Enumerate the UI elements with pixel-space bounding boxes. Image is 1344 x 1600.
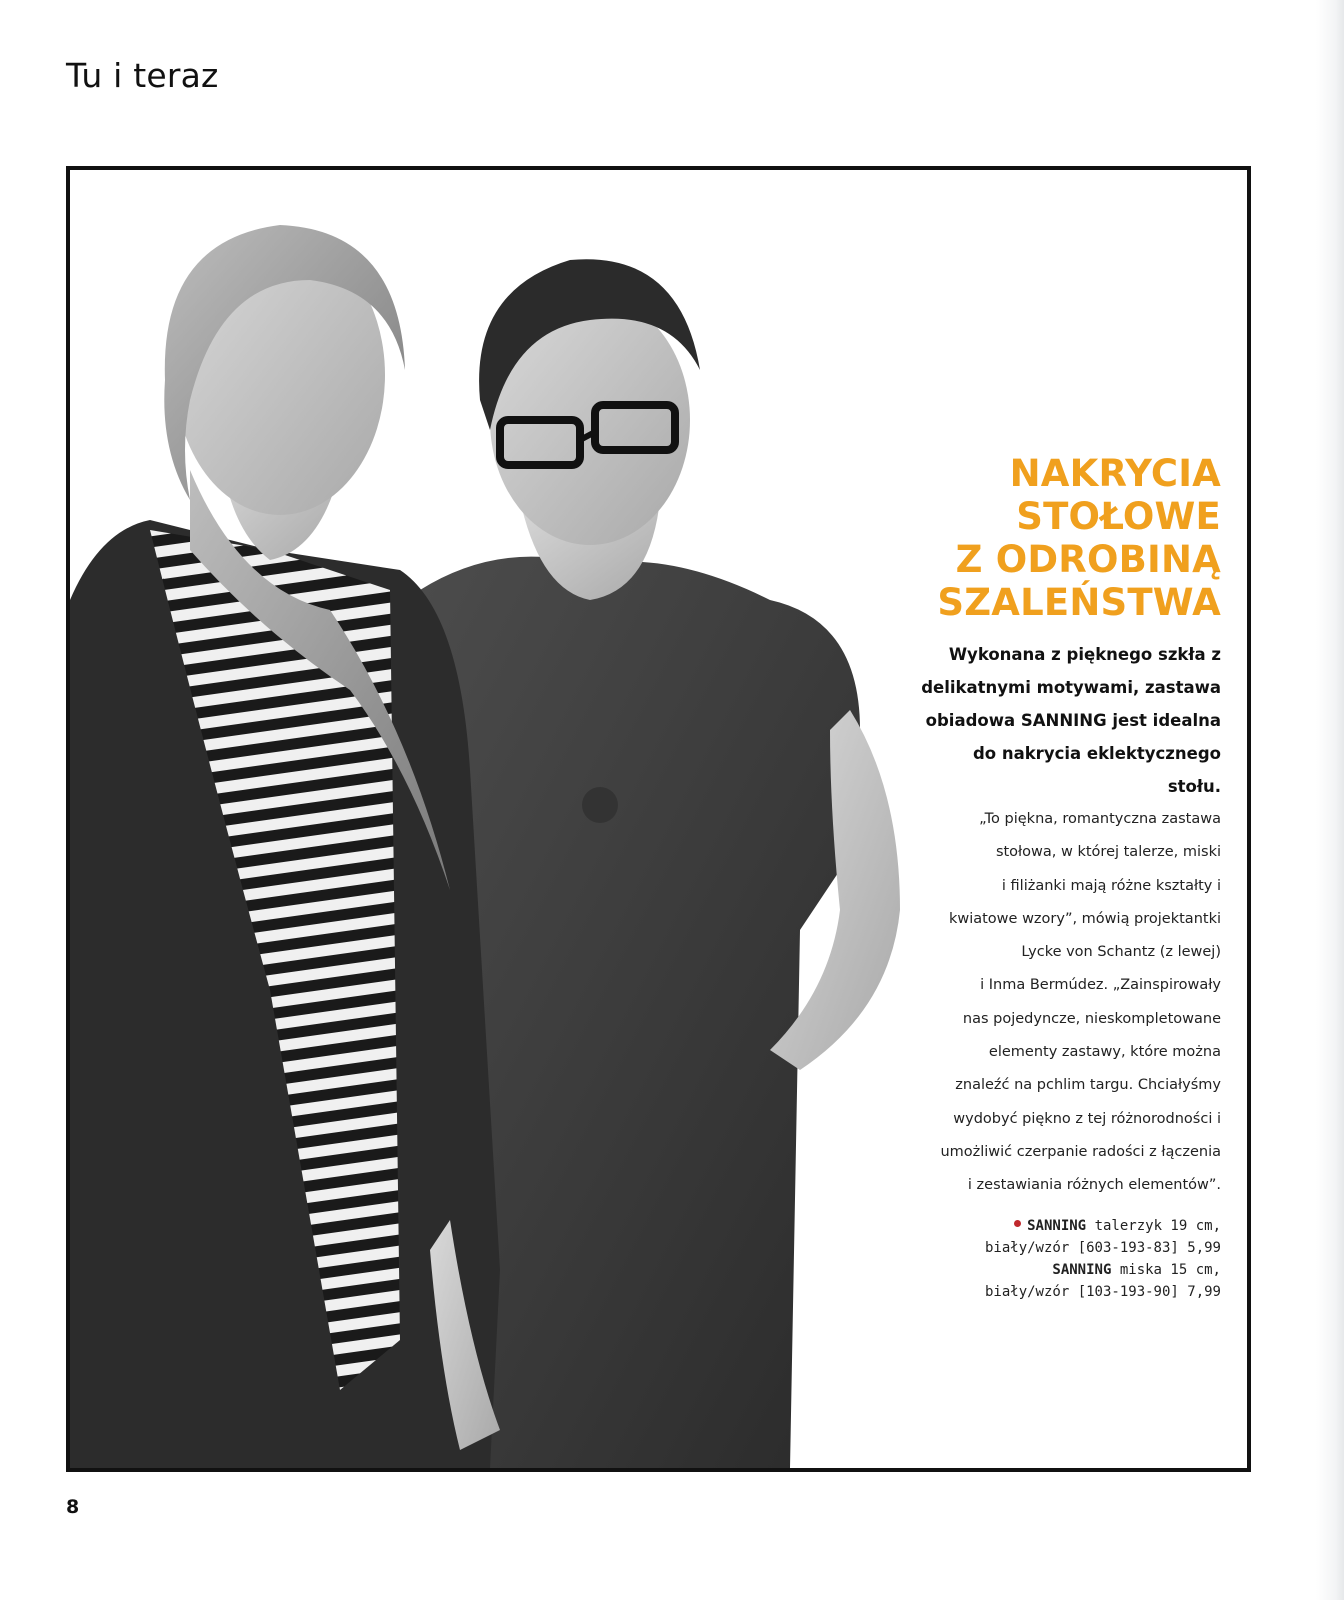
product-name: SANNING xyxy=(1052,1261,1112,1278)
headline-line: SZALEŃSTWA xyxy=(937,581,1221,624)
quote-line: „To piękna, romantyczna zastawa xyxy=(979,811,1221,827)
article-frame xyxy=(66,166,1251,1472)
quote-line: elementy zastawy, które można xyxy=(988,1044,1221,1061)
quote-line: wydobyć piękno z tej różnorodności i xyxy=(953,1110,1221,1127)
quote-line: i Inma Bermúdez. „Zainspirowały xyxy=(980,977,1221,994)
product-detail: biały/wzór [603-193-83] 5,99 xyxy=(984,1239,1221,1256)
lead-line: do nakrycia eklektycznego xyxy=(972,744,1221,763)
quote-line: nas pojedyncze, nieskompletowane xyxy=(962,1010,1221,1027)
headline-line: NAKRYCIA xyxy=(1009,452,1221,495)
headline-line: STOŁOWE xyxy=(1016,495,1221,538)
product-detail: biały/wzór [103-193-90] 7,99 xyxy=(984,1283,1221,1300)
lead-line: Wykonana z pięknego szkła z xyxy=(948,645,1221,664)
page-edge-shadow xyxy=(1316,0,1344,1600)
article-text xyxy=(861,452,1221,1303)
product-name: SANNING xyxy=(1027,1217,1087,1234)
quote-line: i zestawiania różnych elementów”. xyxy=(967,1177,1221,1194)
designer-quote xyxy=(861,803,1221,1203)
quote-line: stołowa, w której talerze, miski xyxy=(995,844,1221,861)
bullet-dot-icon xyxy=(1014,1220,1021,1227)
headline xyxy=(861,452,1221,624)
headline-line: Z ODROBINĄ xyxy=(955,538,1221,581)
quote-line: i filiżanki mają różne kształty i xyxy=(1001,877,1221,894)
quote-line: Lycke von Schantz (z lewej) xyxy=(1021,944,1221,961)
product-desc: miska 15 cm, xyxy=(1119,1261,1221,1278)
quote-line: znaleźć na pchlim targu. Chciałyśmy xyxy=(955,1077,1221,1094)
page-number: 8 xyxy=(66,1496,80,1518)
portrait-photo xyxy=(70,170,970,1468)
section-title: Tu i teraz xyxy=(66,56,219,95)
quote-line: kwiatowe wzory”, mówią projektantki xyxy=(948,910,1221,927)
lead-line: stołu. xyxy=(1167,777,1221,796)
lead-line: obiadowa SANNING jest idealna xyxy=(925,711,1221,730)
portrait-photo-icon xyxy=(70,170,970,1468)
lead-paragraph xyxy=(861,638,1221,803)
product-desc: talerzyk 19 cm, xyxy=(1094,1217,1221,1234)
quote-line: umożliwić czerpanie radości z łączenia xyxy=(940,1143,1221,1160)
product-item xyxy=(861,1215,1221,1237)
lead-line: delikatnymi motywami, zastawa xyxy=(921,678,1221,697)
product-list xyxy=(861,1215,1221,1303)
product-item xyxy=(861,1259,1221,1281)
